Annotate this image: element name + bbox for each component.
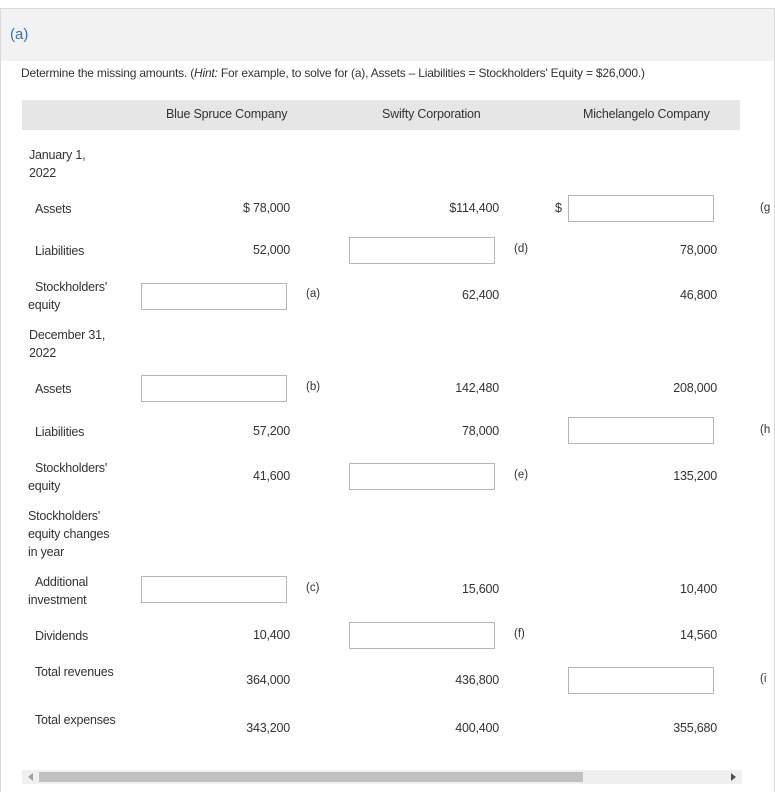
blue-revenues-value: 364,000 [246, 673, 290, 687]
row-label-se-dec: Stockholders' equity [28, 461, 108, 493]
answer-input-b[interactable] [141, 375, 287, 402]
column-header-michelangelo: Michelangelo Company [583, 107, 710, 121]
tag-d: (d) [514, 243, 529, 255]
tag-e: (e) [514, 469, 529, 481]
michelangelo-se-dec-value: 135,200 [673, 469, 717, 483]
tag-b: (b) [306, 381, 321, 393]
michelangelo-assets-jan-dollar: $ [555, 201, 562, 215]
instruction-text [21, 66, 645, 80]
swifty-liabilities-dec-value: 78,000 [461, 424, 499, 438]
answer-input-h[interactable] [568, 417, 714, 444]
tag-i: (i [760, 673, 767, 685]
tag-g: (g [760, 202, 771, 214]
row-label-liabilities-jan: Liabilities [35, 244, 85, 258]
hint-text: For example, to solve for (a), Assets – Liabilities = Stockholders' Equity = $26,000.) [217, 66, 645, 80]
swifty-assets-jan-value: $114,400 [449, 201, 499, 215]
blue-liabilities-dec-value: 57,200 [252, 424, 290, 438]
tag-c: (c) [306, 582, 320, 594]
row-label-total-revenues: Total revenues [35, 665, 114, 679]
part-header [1, 9, 774, 61]
michelangelo-expenses-value: 355,680 [673, 721, 717, 735]
swifty-expenses-value: 400,400 [455, 721, 499, 735]
row-label-liabilities-dec: Liabilities [35, 425, 85, 439]
row-label-assets-dec: Assets [35, 382, 72, 396]
blue-dividends-value: 10,400 [252, 628, 290, 642]
answer-input-d[interactable] [349, 237, 495, 264]
row-label-additional-investment: Additional investment [28, 575, 88, 607]
column-header-swifty: Swifty Corporation [382, 107, 481, 121]
column-header-blue-spruce: Blue Spruce Company [166, 107, 288, 121]
blue-assets-jan-value: $ 78,000 [242, 201, 290, 215]
michelangelo-additional-investment-value: 10,400 [679, 582, 717, 596]
section-label-jan: January 1, 2022 [29, 148, 86, 180]
michelangelo-dividends-value: 14,560 [679, 628, 717, 642]
blue-liabilities-jan-value: 52,000 [252, 243, 290, 257]
part-label: (a) [10, 26, 29, 43]
swifty-revenues-value: 436,800 [455, 673, 499, 687]
swifty-se-jan-value: 62,400 [461, 288, 499, 302]
michelangelo-liabilities-jan-value: 78,000 [679, 243, 717, 257]
hint-label: Hint: [194, 66, 218, 80]
row-label-dividends: Dividends [35, 629, 89, 643]
row-label-total-expenses: Total expenses [35, 713, 116, 727]
scroll-right-arrow-icon[interactable] [731, 773, 736, 781]
swifty-additional-investment-value: 15,600 [461, 582, 499, 596]
row-label-se-jan: Stockholders' equity [28, 280, 108, 312]
section-label-dec: December 31, 2022 [29, 328, 106, 360]
scrollbar-thumb[interactable] [39, 772, 583, 782]
answer-input-a[interactable] [141, 283, 287, 310]
answer-input-e[interactable] [349, 463, 495, 490]
answer-input-f[interactable] [349, 622, 495, 649]
section-label-changes: Stockholders' equity changes in year [28, 509, 110, 559]
row-label-assets-jan: Assets [35, 202, 72, 216]
blue-se-dec-value: 41,600 [252, 469, 290, 483]
tag-f: (f) [514, 628, 525, 640]
tag-a: (a) [306, 288, 321, 300]
michelangelo-assets-dec-value: 208,000 [673, 381, 717, 395]
answer-input-c[interactable] [141, 576, 287, 603]
blue-expenses-value: 343,200 [246, 721, 290, 735]
michelangelo-se-jan-value: 46,800 [679, 288, 717, 302]
instruction-prefix: Determine the missing amounts. ( [21, 66, 195, 80]
tag-h: (h [760, 424, 771, 436]
scroll-left-arrow-icon[interactable] [28, 773, 33, 781]
answer-input-i[interactable] [568, 667, 714, 694]
answer-input-g[interactable] [568, 195, 714, 222]
table-header [22, 100, 740, 130]
horizontal-scrollbar[interactable] [22, 770, 742, 784]
swifty-assets-dec-value: 142,480 [455, 381, 499, 395]
